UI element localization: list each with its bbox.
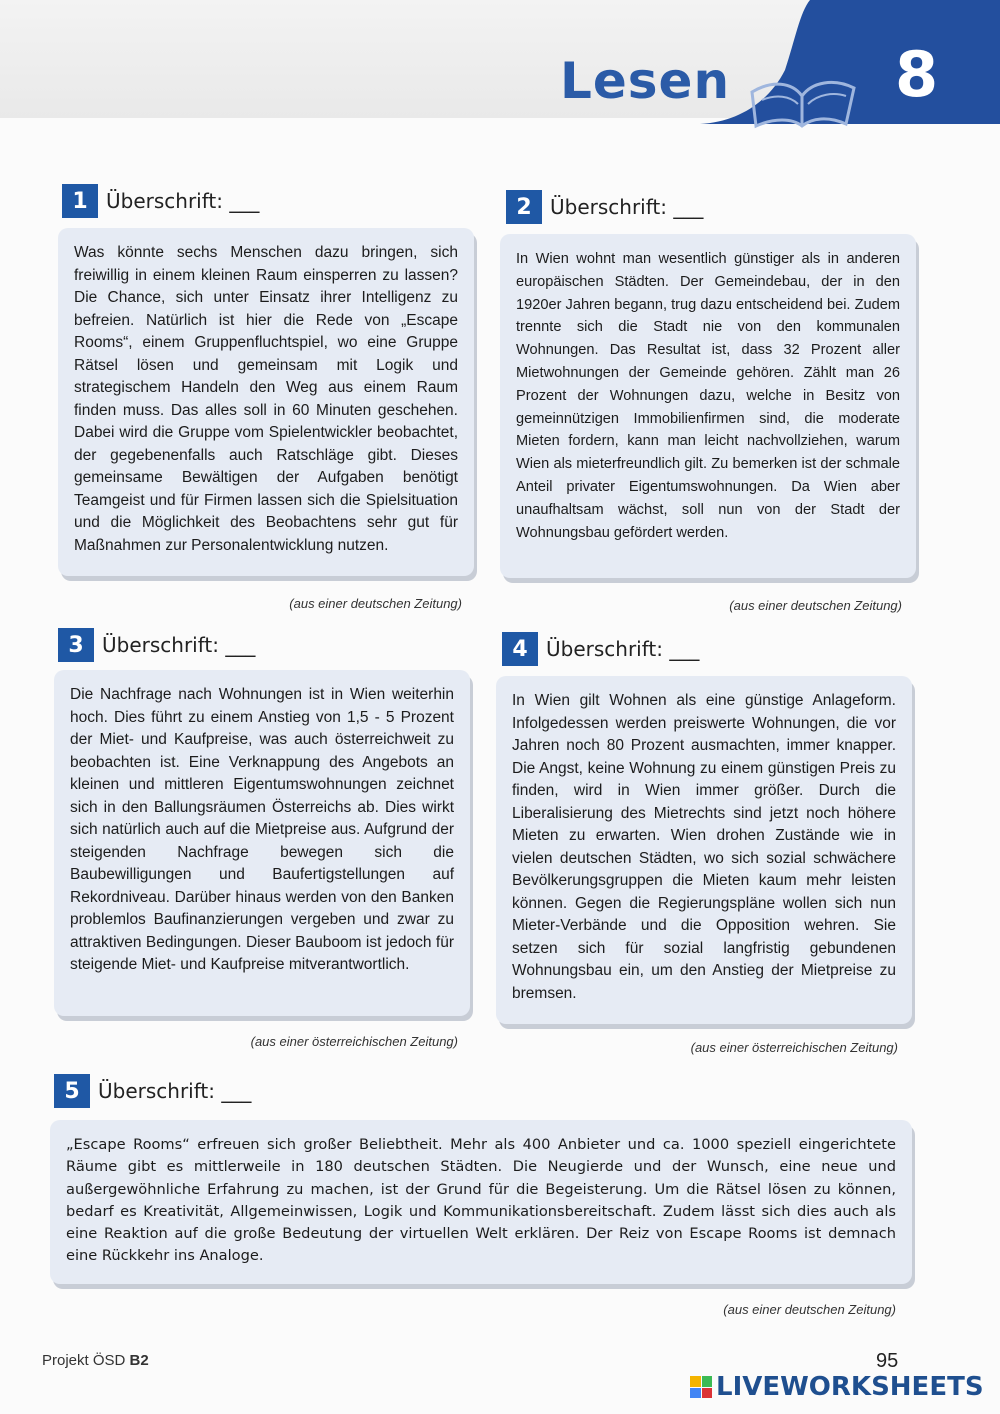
chapter-number: 8: [895, 38, 939, 111]
section-2-text: In Wien wohnt man wesentlich günstiger als in anderen europäischen Städten. Der Gemeindebau, der in den 1920er Jahren begann, trug dazu entscheidend bei. Zudem trennte sich die Stadt nie von den kommunalen Wohnungen. Das Resultat ist, dass 32 Prozent aller Mietwohnungen der Gemeinde gehören. Zählt man 26 Prozent der Wohnungen dazu, welche in Besitz von gemeinnützigen Immobilienfirmen sind, die moderate Mieten fordern, kann man leicht nachvollziehen, warum Wien als mieterfreundlich gilt. Zu bemerken ist der schmale Anteil privater Eigentumswohnungen. Da Wien aber unaufhaltsam wächst, soll nun von der Stadt der Wohnungsbau gefördert werden.: [500, 234, 916, 578]
liveworksheets-logo-icon: [690, 1376, 712, 1398]
page-title: Lesen: [560, 52, 731, 110]
book-icon: [742, 62, 862, 132]
section-4-source: (aus einer österreichischen Zeitung): [690, 1040, 898, 1055]
watermark-text: LIVEWORKSHEETS: [716, 1372, 984, 1402]
section-2-source: (aus einer deutschen Zeitung): [729, 598, 902, 613]
section-1-heading: [62, 184, 259, 218]
heading-blank-label[interactable]: Überschrift: ___: [102, 633, 256, 657]
section-number-badge: 1: [62, 184, 98, 218]
heading-blank-label[interactable]: Überschrift: ___: [98, 1079, 252, 1103]
section-5-text: „Escape Rooms“ erfreuen sich großer Beliebtheit. Mehr als 400 Anbieter und ca. 1000 speziell eingerichtete Räume gibt es mittlerweile in 180 deutschen Städten. Die Neugierde und der Wunsch, eine neue und außergewöhnliche Erfahrung zu machen, ist der Grund für die Begeisterung. Um die Rätsel lösen zu können, bedarf es Kreativität, Allgemeinwissen, Logik und Kommunikationsbereitschaft. Zudem lässt sich dies auch als eine Reaktion auf die große Bedeutung der virtuellen Welt erklären. Der Reiz von Escape Rooms ist demnach eine Rückkehr ins Analoge.: [50, 1120, 912, 1284]
section-number-badge: 4: [502, 632, 538, 666]
section-2-heading: [506, 190, 703, 224]
section-number-badge: 3: [58, 628, 94, 662]
section-1-source: (aus einer deutschen Zeitung): [289, 596, 462, 611]
section-3-source: (aus einer österreichischen Zeitung): [250, 1034, 458, 1049]
watermark: [690, 1372, 984, 1402]
section-3-heading: [58, 628, 255, 662]
section-4-text: In Wien gilt Wohnen als eine günstige Anlageform. Infolgedessen werden preiswerte Wohnungen, die vor Jahren noch 80 Prozent ausmachten, immer knapper. Die Angst, keine Wohnung zu einem günstigen Preis zu finden, wird in Wien immer größer. Durch die Liberalisierung des Mietrechts sind jetzt noch höhere Mieten zu erwarten. Wien drohen Zustände wie in vielen deutschen Städten, wo sich sozial schwächere Bevölkerungsgruppen die Mieten kaum mehr leisten können. Gegen die Regierungspläne wollen sich nun Mieter-Verbände und die Opposition wehren. Sie setzen sich für sozial langfristig gebundenen Wohnungsbau ein, um den Anstieg der Mietpreise zu bremsen.: [496, 676, 912, 1024]
heading-blank-label[interactable]: Überschrift: ___: [550, 195, 704, 219]
heading-blank-label[interactable]: Überschrift: ___: [106, 189, 260, 213]
section-number-badge: 5: [54, 1074, 90, 1108]
section-1-text: Was könnte sechs Menschen dazu bringen, sich freiwillig in einem kleinen Raum einsperren zu lassen? Die Chance, sich unter Einsatz ihrer Intelligenz zu befreien. Natürlich ist hier die Rede von „Escape Rooms“, einem Gruppenfluchtspiel, wo eine Gruppe Rätsel lösen und gemeinsam mit Logik und strategischem Handeln den Weg aus einem Raum finden muss. Das alles soll in 60 Minuten geschehen. Dabei wird die Gruppe vom Spielentwickler beobachtet, der gegebenenfalls auch Ratschläge gibt. Dieses gemeinsame Bewältigen der Aufgaben benötigt Teamgeist und für Firmen lassen sich die Spielsituation und die Möglichkeit des Beobachtens sehr gut für Maßnahmen zur Personalentwicklung nutzen.: [58, 228, 474, 576]
section-number-badge: 2: [506, 190, 542, 224]
page-number: 95: [876, 1350, 899, 1372]
section-4-heading: [502, 632, 699, 666]
book-level: B2: [129, 1352, 149, 1369]
section-5-heading: [54, 1074, 251, 1108]
book-title: [42, 1352, 149, 1369]
section-5-source: (aus einer deutschen Zeitung): [723, 1302, 896, 1317]
section-3-text: Die Nachfrage nach Wohnungen ist in Wien weiterhin hoch. Dies führt zu einem Anstieg von 1,5 - 5 Prozent der Miet- und Kaufpreise, was auch österreichweit zu beobachten ist. Eine Verknappung des Angebots an kleinen und mittleren Eigentumswohnungen zeichnet sich in den Ballungsräumen Österreichs ab. Dies wirkt sich natürlich auch auf die Mietpreise aus. Aufgrund der steigenden Nachfrage bewegen sich die Baubewilligungen und Baufertigstellungen auf Rekordniveau. Darüber hinaus werden von den Banken problemlos Baufinanzierungen vergeben und zwar zu attraktiven Bedingungen. Dieser Bauboom ist jedoch für steigende Miet- und Kaufpreise mitverantwortlich.: [54, 670, 470, 1016]
heading-blank-label[interactable]: Überschrift: ___: [546, 637, 700, 661]
book-title-prefix: Projekt ÖSD: [42, 1352, 130, 1369]
